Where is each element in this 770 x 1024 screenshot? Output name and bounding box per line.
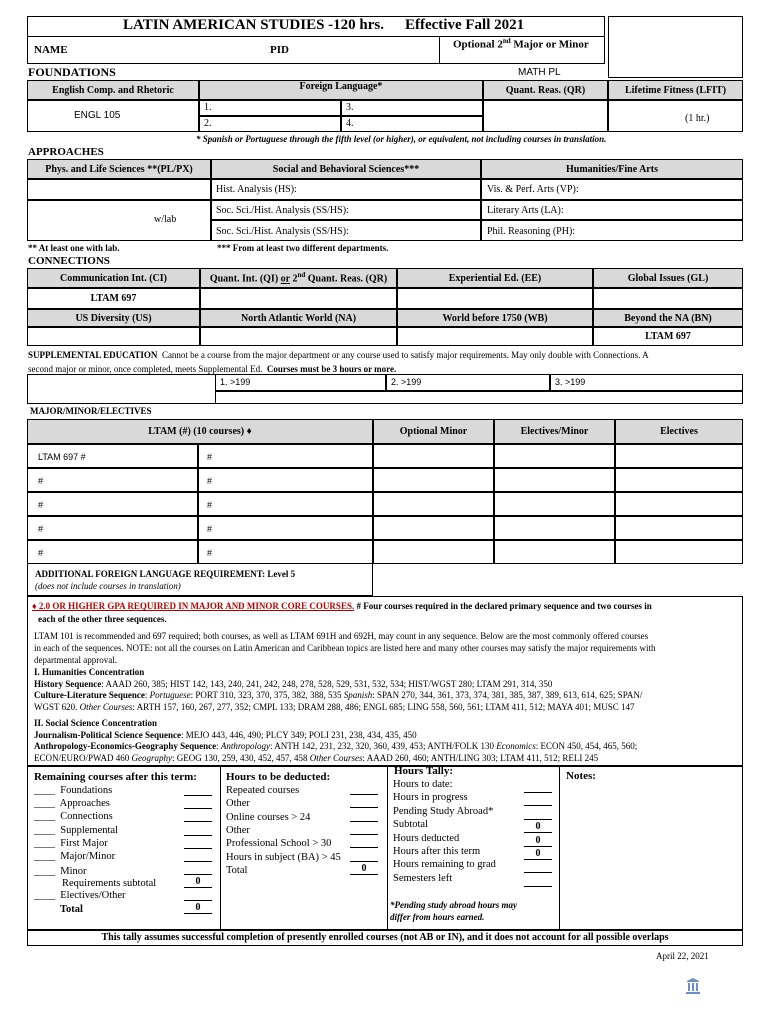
ee-cell[interactable] [397,288,593,309]
phys-cell-1[interactable] [27,179,211,200]
quant-cell[interactable] [483,100,608,132]
remaining-item-value[interactable] [184,863,212,875]
photo-box [608,16,743,78]
lifetime-header: Lifetime Fitness (LFIT) [608,80,743,100]
elective-row-cell[interactable] [615,492,743,516]
remaining-item: ____ Supplemental [34,824,118,836]
fl-4: 4. [346,118,354,129]
approaches-heading: APPROACHES [28,146,104,158]
elective-row-cell[interactable] [615,540,743,564]
req-subtotal-value: 0 [184,876,212,888]
wb-header: World before 1750 (WB) [397,309,593,327]
major-row-label-b: # [207,452,213,462]
remaining-item-value[interactable] [184,784,212,796]
major-row-label-a: LTAM 697 # [38,452,86,462]
deduct-item-label: Professional School > 30 [226,838,332,850]
remaining-item-label: Major/Minor [60,851,116,862]
hours-item-value[interactable] [524,794,552,806]
remaining-item-value[interactable] [184,824,212,836]
elective-minor-row-cell[interactable] [494,492,615,516]
hours-item-label: Subtotal [393,819,429,831]
hours-item-label: Semesters left [393,872,453,884]
ci-ltam697: LTAM 697 [90,293,137,304]
supp-cell-blank [27,374,215,404]
deduct-item-label: Total [226,864,248,876]
social-concentration: II. Social Science Concentration Journalism-Political Science Sequence: MEJO 443, 446, 490; PLCY 349; POLI 231, 238, 434, 435, 450 Anthropology-Economics-Geography Sequence: Anthropology: ANTH 142, 231, 232, 320, 360, 439, 453; ANTH/FOLK 130 Economics: ECON 450, 454, 465, 560; ECON/EURO/PWAD 460 Geography: GEOG 130, 259, 430, 452, 457, 458 Other Courses: AAAD 260, 460; ANTH/LING 303; LTAM 411, 512; RELI 245 [34,718,638,763]
hours-item-value[interactable]: 0 [524,821,552,833]
major-row-cell-a[interactable] [27,468,198,492]
wlab-label: w/lab [154,214,177,225]
major-row-cell-a[interactable] [27,540,198,564]
supp-3: 3. >199 [555,377,586,387]
electives-other-label: ____ Electives/Other [34,890,126,901]
major-row-label-b: # [207,500,213,510]
remaining-item-value[interactable] [184,837,212,849]
social-header: Social and Behavioral Sciences*** [211,159,481,179]
header-vdivider [439,36,440,64]
humanities-header: Humanities/Fine Arts [481,159,743,179]
total-value: 0 [184,902,212,914]
electives-minor-header: Electives/Minor [494,419,615,444]
minor-row-cell[interactable] [373,516,494,540]
minor-row-cell[interactable] [373,468,494,492]
english-header: English Comp. and Rhetoric [27,80,199,100]
minor-row-cell[interactable] [373,492,494,516]
major-row-cell-b[interactable] [198,468,373,492]
foundations-heading: FOUNDATIONS [28,65,116,79]
name-label: NAME [34,44,68,56]
notes-label: Notes: [566,770,596,782]
deduct-item-value[interactable] [350,823,378,835]
major-row-label-a: # [38,500,44,510]
deduct-item-value[interactable] [350,850,378,862]
la-label: Literary Arts (LA): [487,205,564,216]
major-row-cell-a[interactable] [27,492,198,516]
notes-area[interactable] [561,788,741,928]
engl-105: ENGL 105 [74,110,121,121]
hours-item-value[interactable] [524,861,552,873]
deduct-heading: Hours to be deducted: [226,771,331,783]
major-row-cell-a[interactable] [27,516,198,540]
fl-1: 1. [204,102,212,113]
remaining-heading: Remaining courses after this term: [34,771,197,783]
foreign-header: Foreign Language* [199,80,483,100]
remaining-item: ____ Foundations [34,785,113,796]
connections-heading: CONNECTIONS [28,255,110,267]
major-row-cell-b[interactable] [198,444,373,468]
tally-footer: This tally assumes successful completion of presently enrolled courses (not AB or IN), and it does not account for all possible overlaps [101,932,669,943]
fl-2: 2. [204,118,212,129]
lab-note: ** At least one with lab. [28,243,120,253]
elective-row-cell[interactable] [615,468,743,492]
major-row-cell-b[interactable] [198,516,373,540]
optional-minor-header: Optional Minor [373,419,494,444]
revision-date: April 22, 2021 [656,951,709,961]
fl-3: 3. [346,102,354,113]
math-pl-label: MATH PL [518,67,561,78]
lfit-cell[interactable] [608,100,743,132]
phys-cell-2[interactable] [27,200,211,241]
qi-header: Quant. Int. (QI) or 2nd Quant. Reas. (QR) [200,268,397,288]
deduct-item-value[interactable] [350,783,378,795]
remaining-item-label: Connections [60,811,113,823]
ph-label: Phil. Reasoning (PH): [487,226,576,237]
effective-date: Effective Fall 2021 [405,17,525,33]
electives-header: Electives [615,419,743,444]
optional-major-label: Optional 2nd Major or Minor [453,37,589,51]
name-field[interactable] [29,38,264,62]
major-row-label-a: # [38,476,44,486]
ss-label-2: Soc. Sci./Hist. Analysis (SS/HS): [216,226,349,237]
total-label: Total [60,904,83,915]
gl-cell[interactable] [593,288,743,309]
university-logo-icon [684,977,702,995]
one-hour: (1 hr.) [685,113,710,124]
quant-header: Quant. Reas. (QR) [483,80,608,100]
deduct-item-value[interactable] [350,796,378,808]
remaining-item-label: Approaches [59,798,110,810]
remaining-item: ____ Approaches [34,798,110,810]
hours-item-value[interactable]: 0 [524,835,552,847]
tally-div-3 [559,766,560,930]
major-row-label-b: # [207,548,213,558]
remaining-item-label: Minor [60,866,87,878]
supplemental-text: SUPPLEMENTAL EDUCATION Cannot be a course from the major department or any course used to satisfy major requirements. May only double with Connections. A second major or minor, once completed, meets Supplemental Ed. Courses must be 3 hours or more. [28,350,649,374]
pid-field[interactable] [266,38,436,62]
tally-div-1 [220,766,221,930]
ss-label-1: Soc. Sci./Hist. Analysis (SS/HS): [216,205,349,216]
wb-cell[interactable] [397,327,593,346]
electives-other-value[interactable] [184,889,212,901]
ee-header: Experiential Ed. (EE) [397,268,593,288]
deduct-total-value: 0 [350,863,378,875]
deduct-item-value[interactable] [350,836,378,848]
major-row-label-b: # [207,524,213,534]
ltam-header: LTAM (#) (10 courses) ♦ [27,419,373,444]
elective-row-cell[interactable] [615,516,743,540]
bn-ltam697: LTAM 697 [645,331,691,342]
dept-note: *** From at least two different departments. [217,243,389,253]
remaining-item-value[interactable] [184,810,212,822]
remaining-item-label: Foundations [60,785,113,796]
hours-heading: Hours Tally: [394,765,453,777]
major-row-cell-b[interactable] [198,492,373,516]
hours-item-label: Hours remaining to grad [393,859,496,871]
remaining-item: ____ Minor [34,866,87,878]
gpa-note: ♦ 2.0 OR HIGHER GPA REQUIRED IN MAJOR AND MINOR CORE COURSES. # Four courses required in the declared primary sequence and two courses in each of the other three sequences. [32,601,652,624]
fl-cell-3[interactable] [341,100,483,116]
tally-div-2 [387,766,388,930]
hs-label: Hist. Analysis (HS): [216,184,297,195]
supp-1: 1. >199 [220,377,251,387]
ci-header: Communication Int. (CI) [27,268,200,288]
minor-row-cell[interactable] [373,444,494,468]
hours-item-label: Hours in progress [393,792,468,804]
foundations-note: * Spanish or Portuguese through the fifth level (or higher), or equivalent, not including courses in translation. [196,134,607,144]
deduct-item-label: Repeated courses [226,785,300,796]
remaining-item: ____ Major/Minor [34,851,116,862]
deduct-item-label: Online courses > 24 [226,811,311,823]
na-header: North Atlantic World (NA) [200,309,397,327]
remaining-item: ____ Connections [34,811,113,823]
hours-item-label: Pending Study Abroad* [393,805,494,817]
supp-2: 2. >199 [391,377,422,387]
us-header: US Diversity (US) [27,309,200,327]
deduct-item-label: Other [226,798,250,810]
minor-row-cell[interactable] [373,540,494,564]
hours-item-label: Hours deducted [393,832,460,844]
major-row-cell-b[interactable] [198,540,373,564]
major-row-label-a: # [38,548,44,558]
remaining-item-value[interactable] [184,797,212,809]
fl-cell-4[interactable] [341,116,483,132]
elective-minor-row-cell[interactable] [494,540,615,564]
remaining-item: ____ First Major [34,837,108,849]
hours-item-value[interactable] [524,875,552,887]
major-row-label-b: # [207,476,213,486]
sequence-para: LTAM 101 is recommended and 697 required; both courses, as well as LTAM 691H and 692H, may count in any sequence. Below are the most commonly offered courses in each of the sequences. NOTE: not all the courses on Latin American and Caribbean topics are listed here and many other courses may satisfy the major requirements with departmental approval. [34,631,656,665]
deduct-item-label: Other [226,824,250,836]
remaining-item-value[interactable] [184,850,212,862]
deduct-item-label: Hours in subject (BA) > 45 [226,851,341,863]
hours-item-value[interactable] [524,808,552,820]
pending-note: *Pending study abroad hours may differ from hours earned. [390,900,518,922]
page-title: LATIN AMERICAN STUDIES -120 hrs. [123,17,385,33]
major-row-label-a: # [38,524,44,534]
fl-cell-1[interactable] [199,100,341,116]
deduct-item-value[interactable] [350,810,378,822]
bn-header: Beyond the NA (BN) [593,309,743,327]
pid-label: PID [270,44,289,56]
major-heading: MAJOR/MINOR/ELECTIVES [30,406,152,416]
hours-item-value[interactable]: 0 [524,848,552,860]
remaining-item-label: Supplemental [60,824,118,836]
supp-row2[interactable] [215,391,743,404]
elective-row-cell[interactable] [615,444,743,468]
req-subtotal-label: Requirements subtotal [62,878,157,889]
hours-item-label: Hours to date: [393,779,453,790]
humanities-concentration: I. Humanities Concentration History Sequence: AAAD 260, 385; HIST 142, 143, 240, 241, 242, 248, 278, 528, 529, 531, 532, 534; HIST/WGST 280; LTAM 291, 314, 350 Culture-Literature Sequence: Portuguese: PORT 310, 323, 370, 375, 382, 388, 535 Spanish: SPAN 270, 344, 361, 373, 374, 381, 385, 387, 389, 613, 614, 625; SPAN/ WGST 620. Other Courses: ARTH 157, 160, 267, 277, 352; CMPL 133; DRAM 288, 486; ENGL 685; LING 558, 560, 561; LTAM 411, 512; MAYA 401; MUSC 147 [34,667,643,712]
addl-fl-note: (does not include courses in translation) [35,581,181,591]
vp-label: Vis. & Perf. Arts (VP): [487,184,579,195]
elective-minor-row-cell[interactable] [494,516,615,540]
elective-minor-row-cell[interactable] [494,468,615,492]
fl-cell-2[interactable] [199,116,341,132]
elective-minor-row-cell[interactable] [494,444,615,468]
hours-item-label: Hours after this term [393,846,481,857]
addl-fl-req: ADDITIONAL FOREIGN LANGUAGE REQUIREMENT: Level 5 [35,569,296,579]
hours-item-value[interactable] [524,781,552,793]
remaining-item-label: First Major [60,837,108,849]
na-cell[interactable] [200,327,397,346]
qi-cell[interactable] [200,288,397,309]
phys-header: Phys. and Life Sciences **(PL/PX) [27,159,211,179]
us-cell[interactable] [27,327,200,346]
gl-header: Global Issues (GL) [593,268,743,288]
